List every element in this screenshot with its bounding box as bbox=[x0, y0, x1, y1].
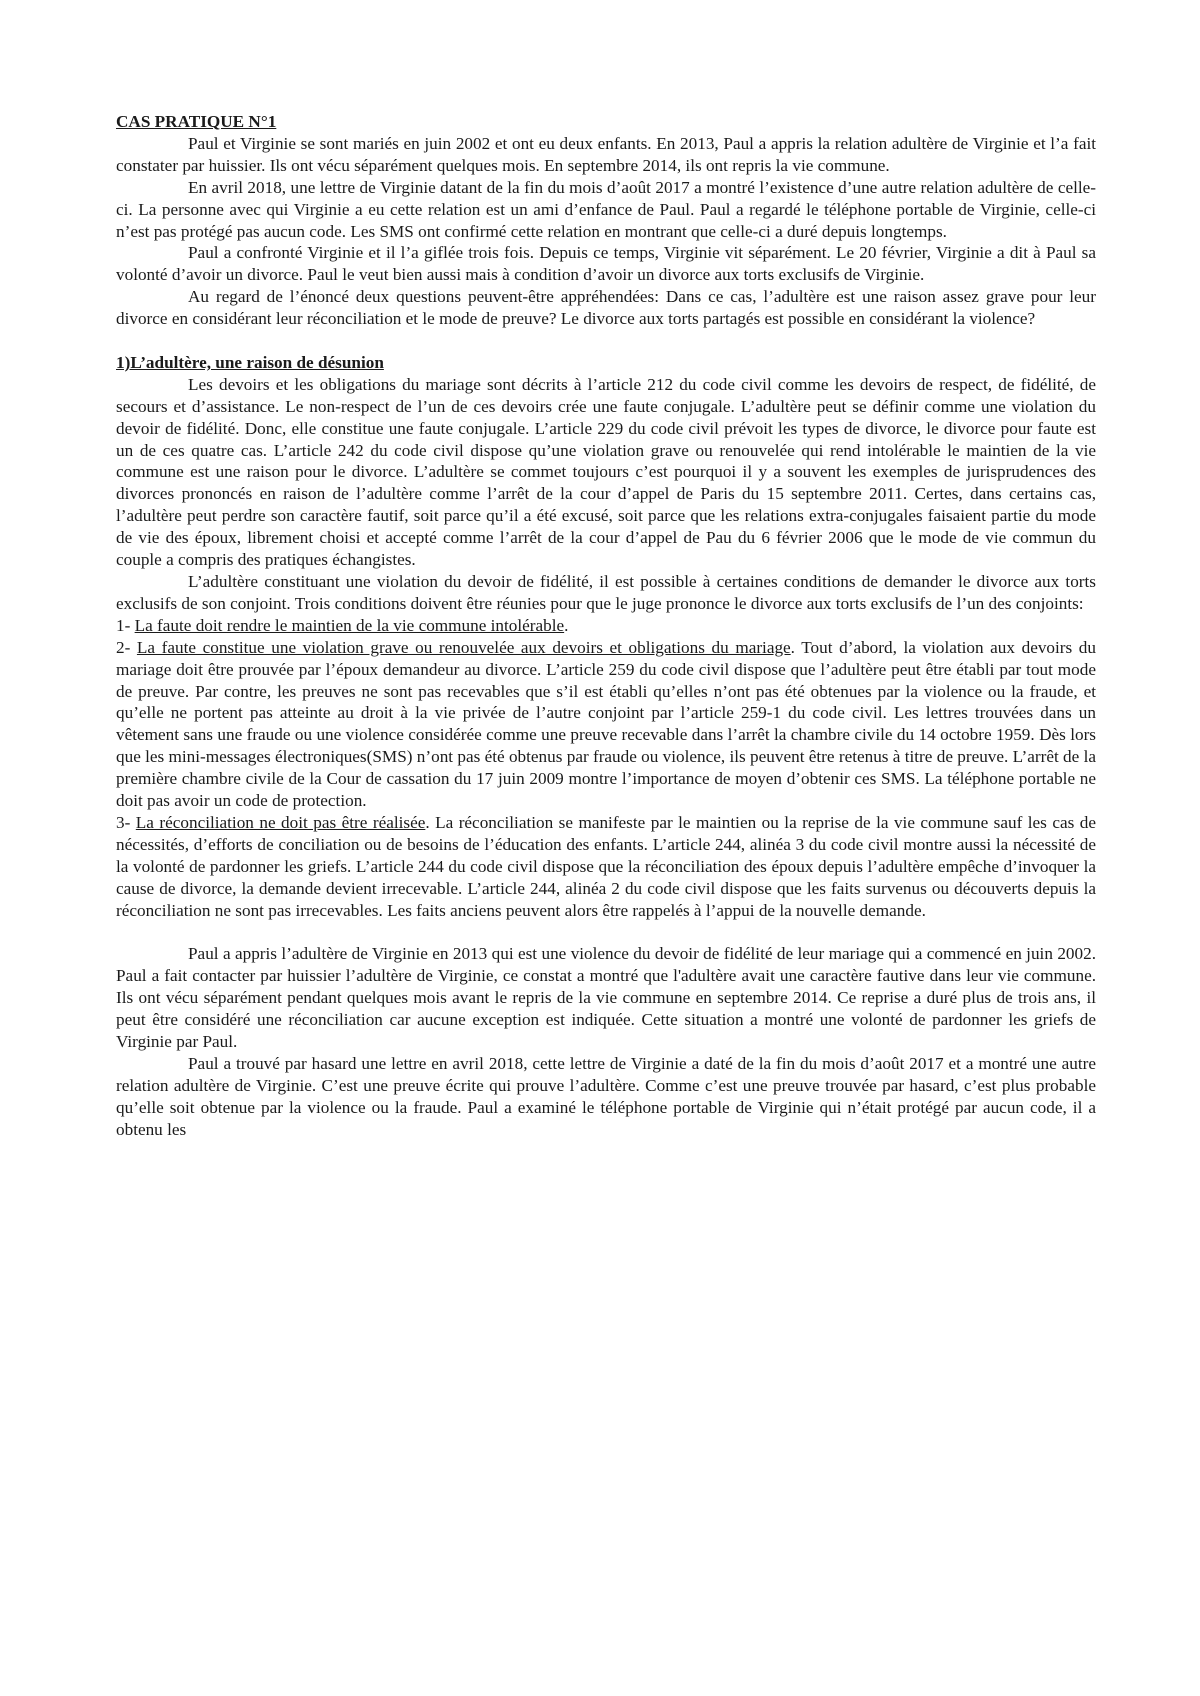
section-heading: 1)L’adultère, une raison de désunion bbox=[116, 352, 384, 372]
condition-3-number: 3- bbox=[116, 812, 136, 832]
intro-paragraph-1: Paul et Virginie se sont mariés en juin 2002 et ont eu deux enfants. En 2013, Paul a appris la relation adultère de Virginie et l’a fait constater par huissier. Ils ont vécu séparément quelques mois. En septembre 2014, ils ont repris la vie commune. bbox=[116, 133, 1096, 175]
spacer bbox=[116, 330, 1096, 352]
condition-1-number: 1- bbox=[116, 615, 135, 635]
intro-paragraph-2: En avril 2018, une lettre de Virginie datant de la fin du mois d’août 2017 a montré l’existence d’une autre relation adultère de celle-ci. La personne avec qui Virginie a eu cette relation est un ami d’enfance de Paul. Paul a regardé le téléphone portable de Virginie, celle-ci n’est pas protégé pas aucun code. Les SMS ont confirmé cette relation en montrant que celle-ci a duré depuis longtemps. bbox=[116, 177, 1096, 241]
intro-paragraph-3: Paul a confronté Virginie et il l’a giflée trois fois. Depuis ce temps, Virginie vit séparément. Le 20 février, Virginie a dit à Paul sa volonté d’avoir un divorce. Paul le veut bien aussi mais à condition d’avoir un divorce aux torts exclusifs de Virginie. bbox=[116, 243, 1096, 285]
condition-3-text: . La réconciliation se manifeste par le maintien ou la reprise de la vie commune sauf les cas de nécessités, d’efforts de conciliation ou de besoins de l’éducation des enfants. L’article 244, alinéa 3 du code civil montre aussi la nécessité de la volonté de pardonner les griefs. L’article 244 du code civil dispose que la réconciliation des époux depuis l’adultère empêche d’invoquer la cause de divorce, la demande devient irrecevable. L’article 244, alinéa 2 du code civil dispose que les faits survenus ou découverts depuis la réconciliation ne sont pas irrecevables. Les faits anciens peuvent alors être rappelés à l’appui de la nouvelle demande. bbox=[116, 812, 1096, 920]
application-paragraph-1: Paul a appris l’adultère de Virginie en 2013 qui est une violence du devoir de fidélité de leur mariage qui a commencé en juin 2002. Paul a fait contacter par huissier l’adultère de Virginie, ce constat a montré que l'adultère avait une caractère fautive dans leur vie commune. Ils ont vécu séparément pendant quelques mois avant le repris de la vie commune en septembre 2014. Ce reprise a duré plus de trois ans, il peut être considéré une réconciliation car aucune exception est indiquée. Cette situation a montré une volonté de pardonner les griefs de Virginie par Paul. bbox=[116, 944, 1096, 1052]
condition-1-end: . bbox=[564, 615, 569, 635]
section-paragraph-2: L’adultère constituant une violation du devoir de fidélité, il est possible à certaines conditions de demander le divorce aux torts exclusifs de son conjoint. Trois conditions doivent être réunies pour que le juge prononce le divorce aux torts exclusifs de l’un des conjoints: bbox=[116, 572, 1096, 613]
condition-2-text: . Tout d’abord, la violation aux devoirs du mariage doit être prouvée par l’époux demandeur au divorce. L’article 259 du code civil dispose que l’adultère peut être établi par tout mode de preuve. Par contre, les preuves ne sont pas recevables que s’il est établi qu’elles n’ont pas été obtenues par la violence ou la fraude, et qu’elle ne portent pas atteinte au droit à la vie privée de l’autre conjoint par l’article 259-1 du code civil. Les lettres trouvées dans un vêtement sans une fraude ou une violence considérée comme une preuve recevable dans l’arrêt la chambre civile du 14 octobre 1959. Dès lors que les mini-messages électroniques(SMS) n’ont pas été obtenus par fraude ou violence, ils peuvent être retenus à titre de preuve. L’arrêt de la première chambre civile de la Cour de cassation du 17 juin 2009 montre l’importance de moyen d’obtenir ces SMS. La téléphone portable ne doit pas avoir un code de protection. bbox=[116, 637, 1096, 811]
application-paragraph-2: Paul a trouvé par hasard une lettre en avril 2018, cette lettre de Virginie a daté de la fin du mois d’août 2017 et a montré une autre relation adultère de Virginie. C’est une preuve écrite qui prouve l’adultère. Comme c’est une preuve trouvée par hasard, c’est plus probable qu’elle soit obtenue par la violence ou la fraude. Paul a examiné le téléphone portable de Virginie qui n’était protégé par aucun code, il a obtenu les bbox=[116, 1053, 1096, 1139]
condition-3-title: La réconciliation ne doit pas être réalisée bbox=[135, 812, 426, 832]
condition-1-title: La faute doit rendre le maintien de la vie commune intolérable bbox=[134, 615, 565, 635]
section-paragraph-1: Les devoirs et les obligations du mariage sont décrits à l’article 212 du code civil comme les devoirs de respect, de fidélité, de secours et d’assistance. Le non-respect de l’un de ces devoirs crée une faute conjugale. L’adultère peut se définir comme une violation du devoir de fidélité. Donc, elle constitue une faute conjugale. L’article 229 du code civil prévoit les types de divorce, le divorce pour faute est un de ces quatre cas. L’article 242 du code civil dispose qu’une violation grave ou renouvelée qui rend intolérable le maintien de la vie commune est une raison pour le divorce. L’adultère se commet toujours c’est pourquoi il y a souvent les exemples de jurisprudences des divorces prononcés en raison de l’adultère comme l’arrêt de la cour d’appel de Paris du 15 septembre 2011. Certes, dans certains cas, l’adultère peut perdre son caractère fautif, soit parce qu’il a été excusé, soit parce que les relations extra-conjugales faisaient partie du mode de vie des époux, librement choisi et accepté comme l’arrêt de la cour d’appel de Pau du 6 février 2006 que le mode de vie commun du couple a compris des pratiques échangistes. bbox=[116, 374, 1096, 570]
condition-1 bbox=[116, 615, 1096, 637]
condition-2-number: 2- bbox=[116, 637, 137, 657]
spacer bbox=[116, 922, 1096, 944]
document-title: CAS PRATIQUE N°1 bbox=[116, 112, 277, 131]
condition-2 bbox=[116, 637, 1096, 812]
intro-paragraph-4: Au regard de l’énoncé deux questions peuvent-être appréhendées: Dans ce cas, l’adultère est une raison assez grave pour leur divorce en considérant leur réconciliation et le mode de preuve? Le divorce aux torts partagés est possible en considérant la violence? bbox=[116, 287, 1096, 329]
condition-2-title: La faute constitue une violation grave ou renouvelée aux devoirs et obligations du mariage bbox=[136, 637, 791, 657]
condition-3 bbox=[116, 812, 1096, 922]
